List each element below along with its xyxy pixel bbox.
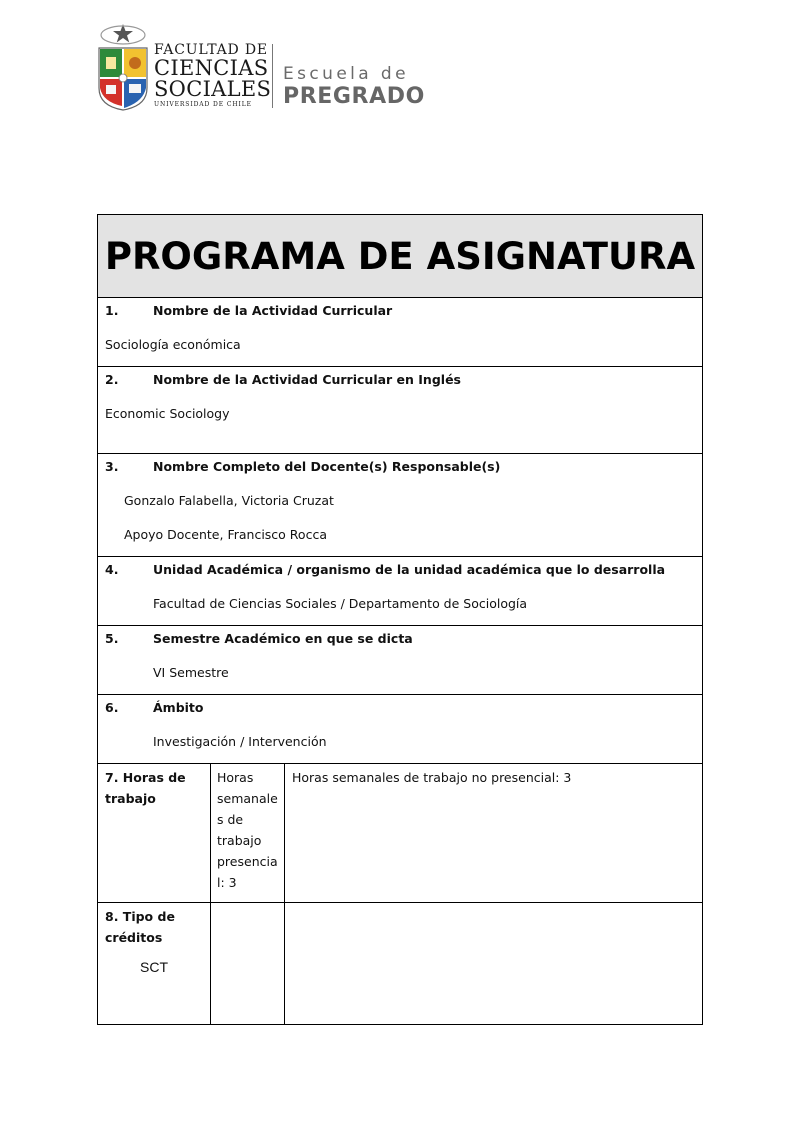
header-logo <box>97 22 437 114</box>
section-7-hours <box>98 764 702 903</box>
section-number: 2. <box>105 372 119 387</box>
presencial-line: Horas <box>217 770 254 785</box>
section-value: Gonzalo Falabella, Victoria Cruzat <box>124 493 334 508</box>
section-2 <box>98 367 702 454</box>
credits-label-line: créditos <box>105 930 163 945</box>
section-4 <box>98 557 702 626</box>
section-title: Nombre Completo del Docente(s) Responsable(s) <box>153 459 501 474</box>
hours-no-presencial-cell <box>285 764 702 902</box>
section-title: Ámbito <box>153 700 204 715</box>
pregrado-line: PREGRADO <box>283 84 425 109</box>
universidad-line: UNIVERSIDAD DE CHILE <box>154 101 252 108</box>
escuela-line: Escuela de <box>283 64 409 84</box>
section-title: Nombre de la Actividad Curricular en Inglés <box>153 372 461 387</box>
title-row <box>98 215 702 298</box>
section-heading <box>105 303 392 318</box>
section-heading <box>105 631 413 646</box>
section-heading <box>105 562 665 577</box>
section-6 <box>98 695 702 764</box>
page-title: PROGRAMA DE ASIGNATURA <box>104 234 696 278</box>
section-5 <box>98 626 702 695</box>
program-form <box>97 214 703 1025</box>
ciencias-line: CIENCIAS <box>154 56 269 80</box>
facultad-line: FACULTAD DE <box>154 42 268 58</box>
hours-label-line: 7. Horas de <box>105 770 186 785</box>
section-3 <box>98 454 702 557</box>
hours-label-line: trabajo <box>105 791 156 806</box>
section-title: Unidad Académica / organismo de la unidad académica que lo desarrolla <box>153 562 666 577</box>
section-value: Facultad de Ciencias Sociales / Departamento de Sociología <box>153 596 528 611</box>
facultad-wordmark <box>154 42 272 109</box>
hours-presencial-cell <box>211 764 285 902</box>
section-number: 6. <box>105 700 119 715</box>
credits-value: SCT <box>140 959 168 975</box>
section-value: Investigación / Intervención <box>153 734 327 749</box>
section-heading <box>105 459 500 474</box>
section-number: 5. <box>105 631 119 646</box>
section-title: Semestre Académico en que se dicta <box>153 631 413 646</box>
section-value: Apoyo Docente, Francisco Rocca <box>124 527 327 542</box>
section-number: 4. <box>105 562 119 577</box>
section-1 <box>98 298 702 367</box>
section-heading <box>105 700 204 715</box>
section-8-credits <box>98 903 702 1024</box>
credits-label-cell <box>98 903 211 1024</box>
section-number: 3. <box>105 459 119 474</box>
presencial-line: semanale <box>217 791 278 806</box>
section-value: VI Semestre <box>153 665 229 680</box>
hours-label-cell <box>98 764 211 902</box>
presencial-line: l: 3 <box>217 875 237 890</box>
section-value: Sociología económica <box>105 337 241 352</box>
credits-empty-cell-wide <box>285 903 702 1024</box>
credits-label-line: 8. Tipo de <box>105 909 175 924</box>
university-crest-icon <box>97 22 149 112</box>
presencial-line: s de <box>217 812 244 827</box>
presencial-line: trabajo <box>217 833 262 848</box>
escuela-wordmark <box>283 64 425 110</box>
section-number: 1. <box>105 303 119 318</box>
sociales-line: SOCIALES <box>154 77 272 101</box>
no-presencial-text: Horas semanales de trabajo no presencial: 3 <box>292 770 572 785</box>
section-value: Economic Sociology <box>105 406 230 421</box>
logo-divider <box>272 44 273 108</box>
section-title: Nombre de la Actividad Curricular <box>153 303 393 318</box>
section-heading <box>105 372 461 387</box>
presencial-line: presencia <box>217 854 278 869</box>
credits-empty-cell <box>211 903 285 1024</box>
